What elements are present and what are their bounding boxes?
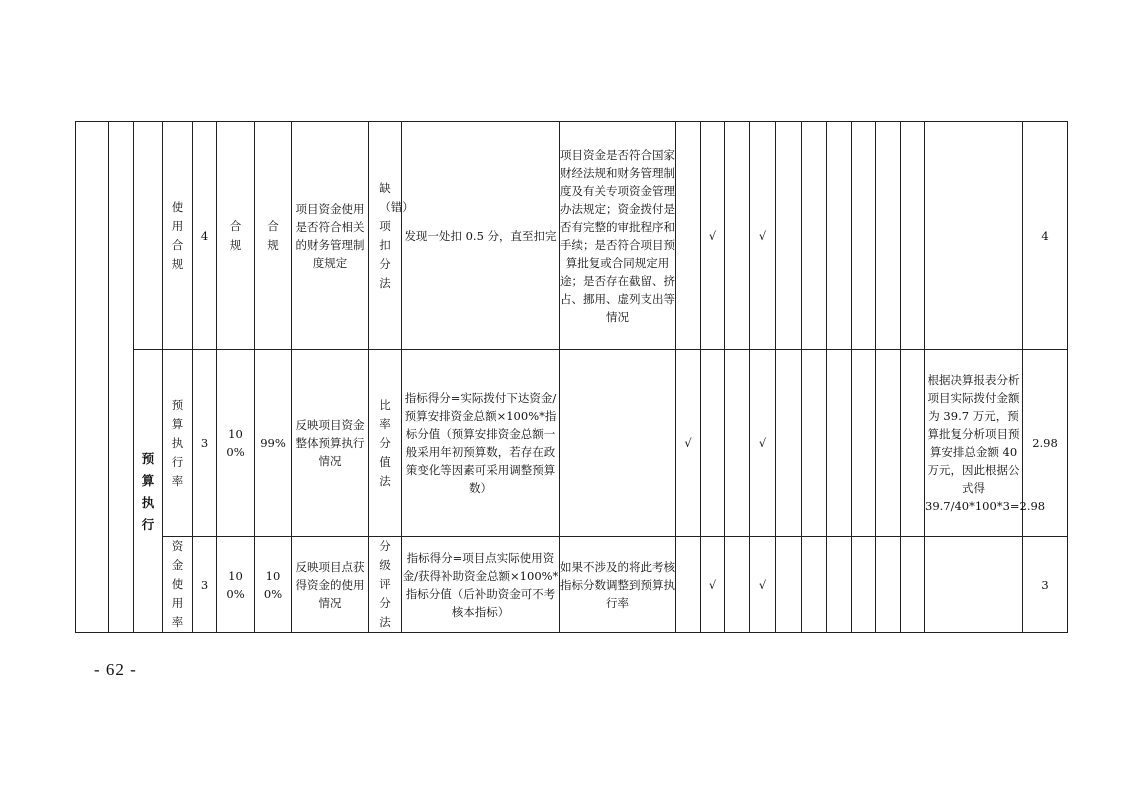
description-cell: 反映项目点获得资金的使用情况	[292, 537, 369, 633]
check-cell	[876, 350, 901, 537]
check-cell: √	[701, 537, 725, 633]
check-cell	[725, 122, 750, 350]
method-cell: 比率分值法	[369, 350, 402, 537]
category-cell: 预算执行	[134, 350, 163, 633]
weight-cell: 3	[193, 350, 217, 537]
formula-cell: 指标得分=项目点实际使用资金/获得补助资金总额×100%*指标分值（后补助资金可不考核本指标）	[402, 537, 560, 633]
check-cell	[901, 537, 925, 633]
check-cell: √	[750, 537, 776, 633]
check-cell	[802, 350, 827, 537]
check-cell	[827, 537, 852, 633]
check-cell	[802, 122, 827, 350]
description-cell: 反映项目资金整体预算执行情况	[292, 350, 369, 537]
check-cell	[852, 537, 876, 633]
note-cell	[925, 122, 1023, 350]
level1-cell	[76, 122, 109, 633]
indicator-cell: 使用合规	[163, 122, 193, 350]
level3-cell	[134, 122, 163, 350]
check-cell	[852, 350, 876, 537]
score-cell: 2.98	[1023, 350, 1068, 537]
table-row	[76, 350, 1068, 537]
description-cell: 项目资金使用是否符合相关的财务管理制度规定	[292, 122, 369, 350]
check-cell	[725, 537, 750, 633]
check-cell	[876, 122, 901, 350]
check-cell	[876, 537, 901, 633]
indicator-cell: 资金使用率	[163, 537, 193, 633]
indicator-cell: 预算执行率	[163, 350, 193, 537]
check-cell	[852, 122, 876, 350]
table-row	[76, 122, 1068, 350]
check-cell: √	[750, 350, 776, 537]
weight-cell: 3	[193, 537, 217, 633]
criteria-cell	[560, 350, 676, 537]
score-cell: 3	[1023, 537, 1068, 633]
check-cell: √	[750, 122, 776, 350]
formula-cell: 发现一处扣 0.5 分，直至扣完	[402, 122, 560, 350]
target-cell: 100%	[217, 350, 255, 537]
note-cell	[925, 537, 1023, 633]
actual-cell: 合规	[255, 122, 292, 350]
method-cell: 缺（错）项扣分法	[369, 122, 402, 350]
score-cell: 4	[1023, 122, 1068, 350]
criteria-cell: 如果不涉及的将此考核指标分数调整到预算执行率	[560, 537, 676, 633]
method-cell: 分级评分法	[369, 537, 402, 633]
evaluation-table	[75, 121, 1068, 633]
target-cell: 100%	[217, 537, 255, 633]
check-cell	[776, 122, 802, 350]
table-row	[76, 537, 1068, 633]
check-cell	[676, 537, 701, 633]
level2-cell	[109, 122, 134, 633]
check-cell	[802, 537, 827, 633]
actual-cell: 99%	[255, 350, 292, 537]
check-cell	[901, 350, 925, 537]
note-cell: 根据决算报表分析项目实际拨付金额为 39.7 万元，预算批复分析项目预算安排总金额 40 万元，因此根据公式得 39.7/40*100*3=2.98	[925, 350, 1023, 537]
formula-cell: 指标得分=实际拨付下达资金/预算安排资金总额×100%*指标分值（预算安排资金总额一般采用年初预算数，若存在政策变化等因素可采用调整预算数）	[402, 350, 560, 537]
check-cell	[776, 537, 802, 633]
check-cell	[725, 350, 750, 537]
check-cell	[701, 350, 725, 537]
check-cell	[676, 122, 701, 350]
criteria-cell: 项目资金是否符合国家财经法规和财务管理制度及有关专项资金管理办法规定；资金拨付是否有完整的审批程序和手续；是否符合项目预算批复或合同规定用途；是否存在截留、挤占、挪用、虚列支出等情况	[560, 122, 676, 350]
actual-cell: 100%	[255, 537, 292, 633]
weight-cell: 4	[193, 122, 217, 350]
target-cell: 合规	[217, 122, 255, 350]
check-cell: √	[676, 350, 701, 537]
check-cell	[827, 122, 852, 350]
check-cell: √	[701, 122, 725, 350]
check-cell	[776, 350, 802, 537]
page-number: - 62 -	[94, 660, 137, 679]
check-cell	[827, 350, 852, 537]
check-cell	[901, 122, 925, 350]
